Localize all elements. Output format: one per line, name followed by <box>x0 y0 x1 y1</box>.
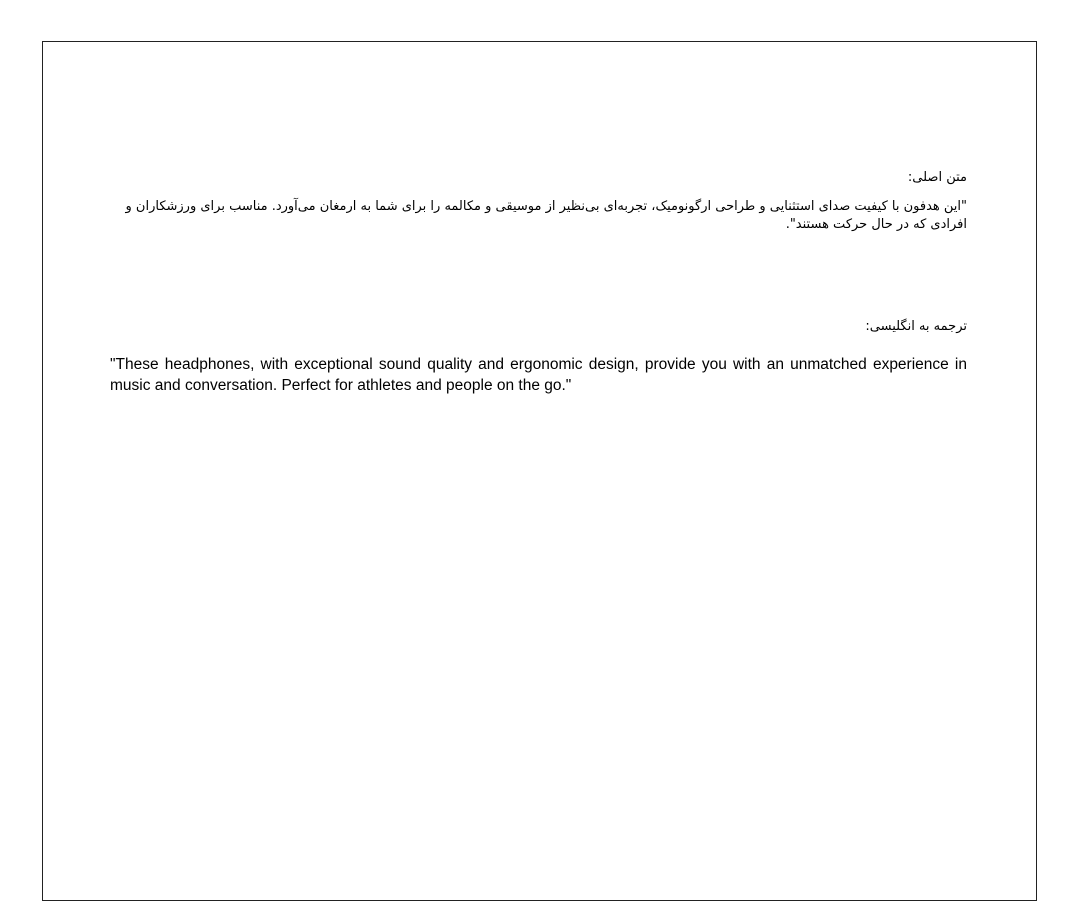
original-text-label: متن اصلی: <box>907 170 967 185</box>
original-text-paragraph: "این هدفون با کیفیت صدای استثنایی و طراحی ارگونومیک، تجربه‌ای بی‌نظیر از موسیقی و مکالمه را برای شما به ارمغان می‌آورد. مناسب برای ورزشکاران و افرادی که در حال حرکت هستند". <box>125 199 967 232</box>
translation-paragraph: "These headphones, with exceptional sound quality and ergonomic design, provide you with an unmatched experience in music and conversation. Perfect for athletes and people on the go." <box>110 356 967 394</box>
translation-label: ترجمه به انگلیسی: <box>865 319 967 334</box>
